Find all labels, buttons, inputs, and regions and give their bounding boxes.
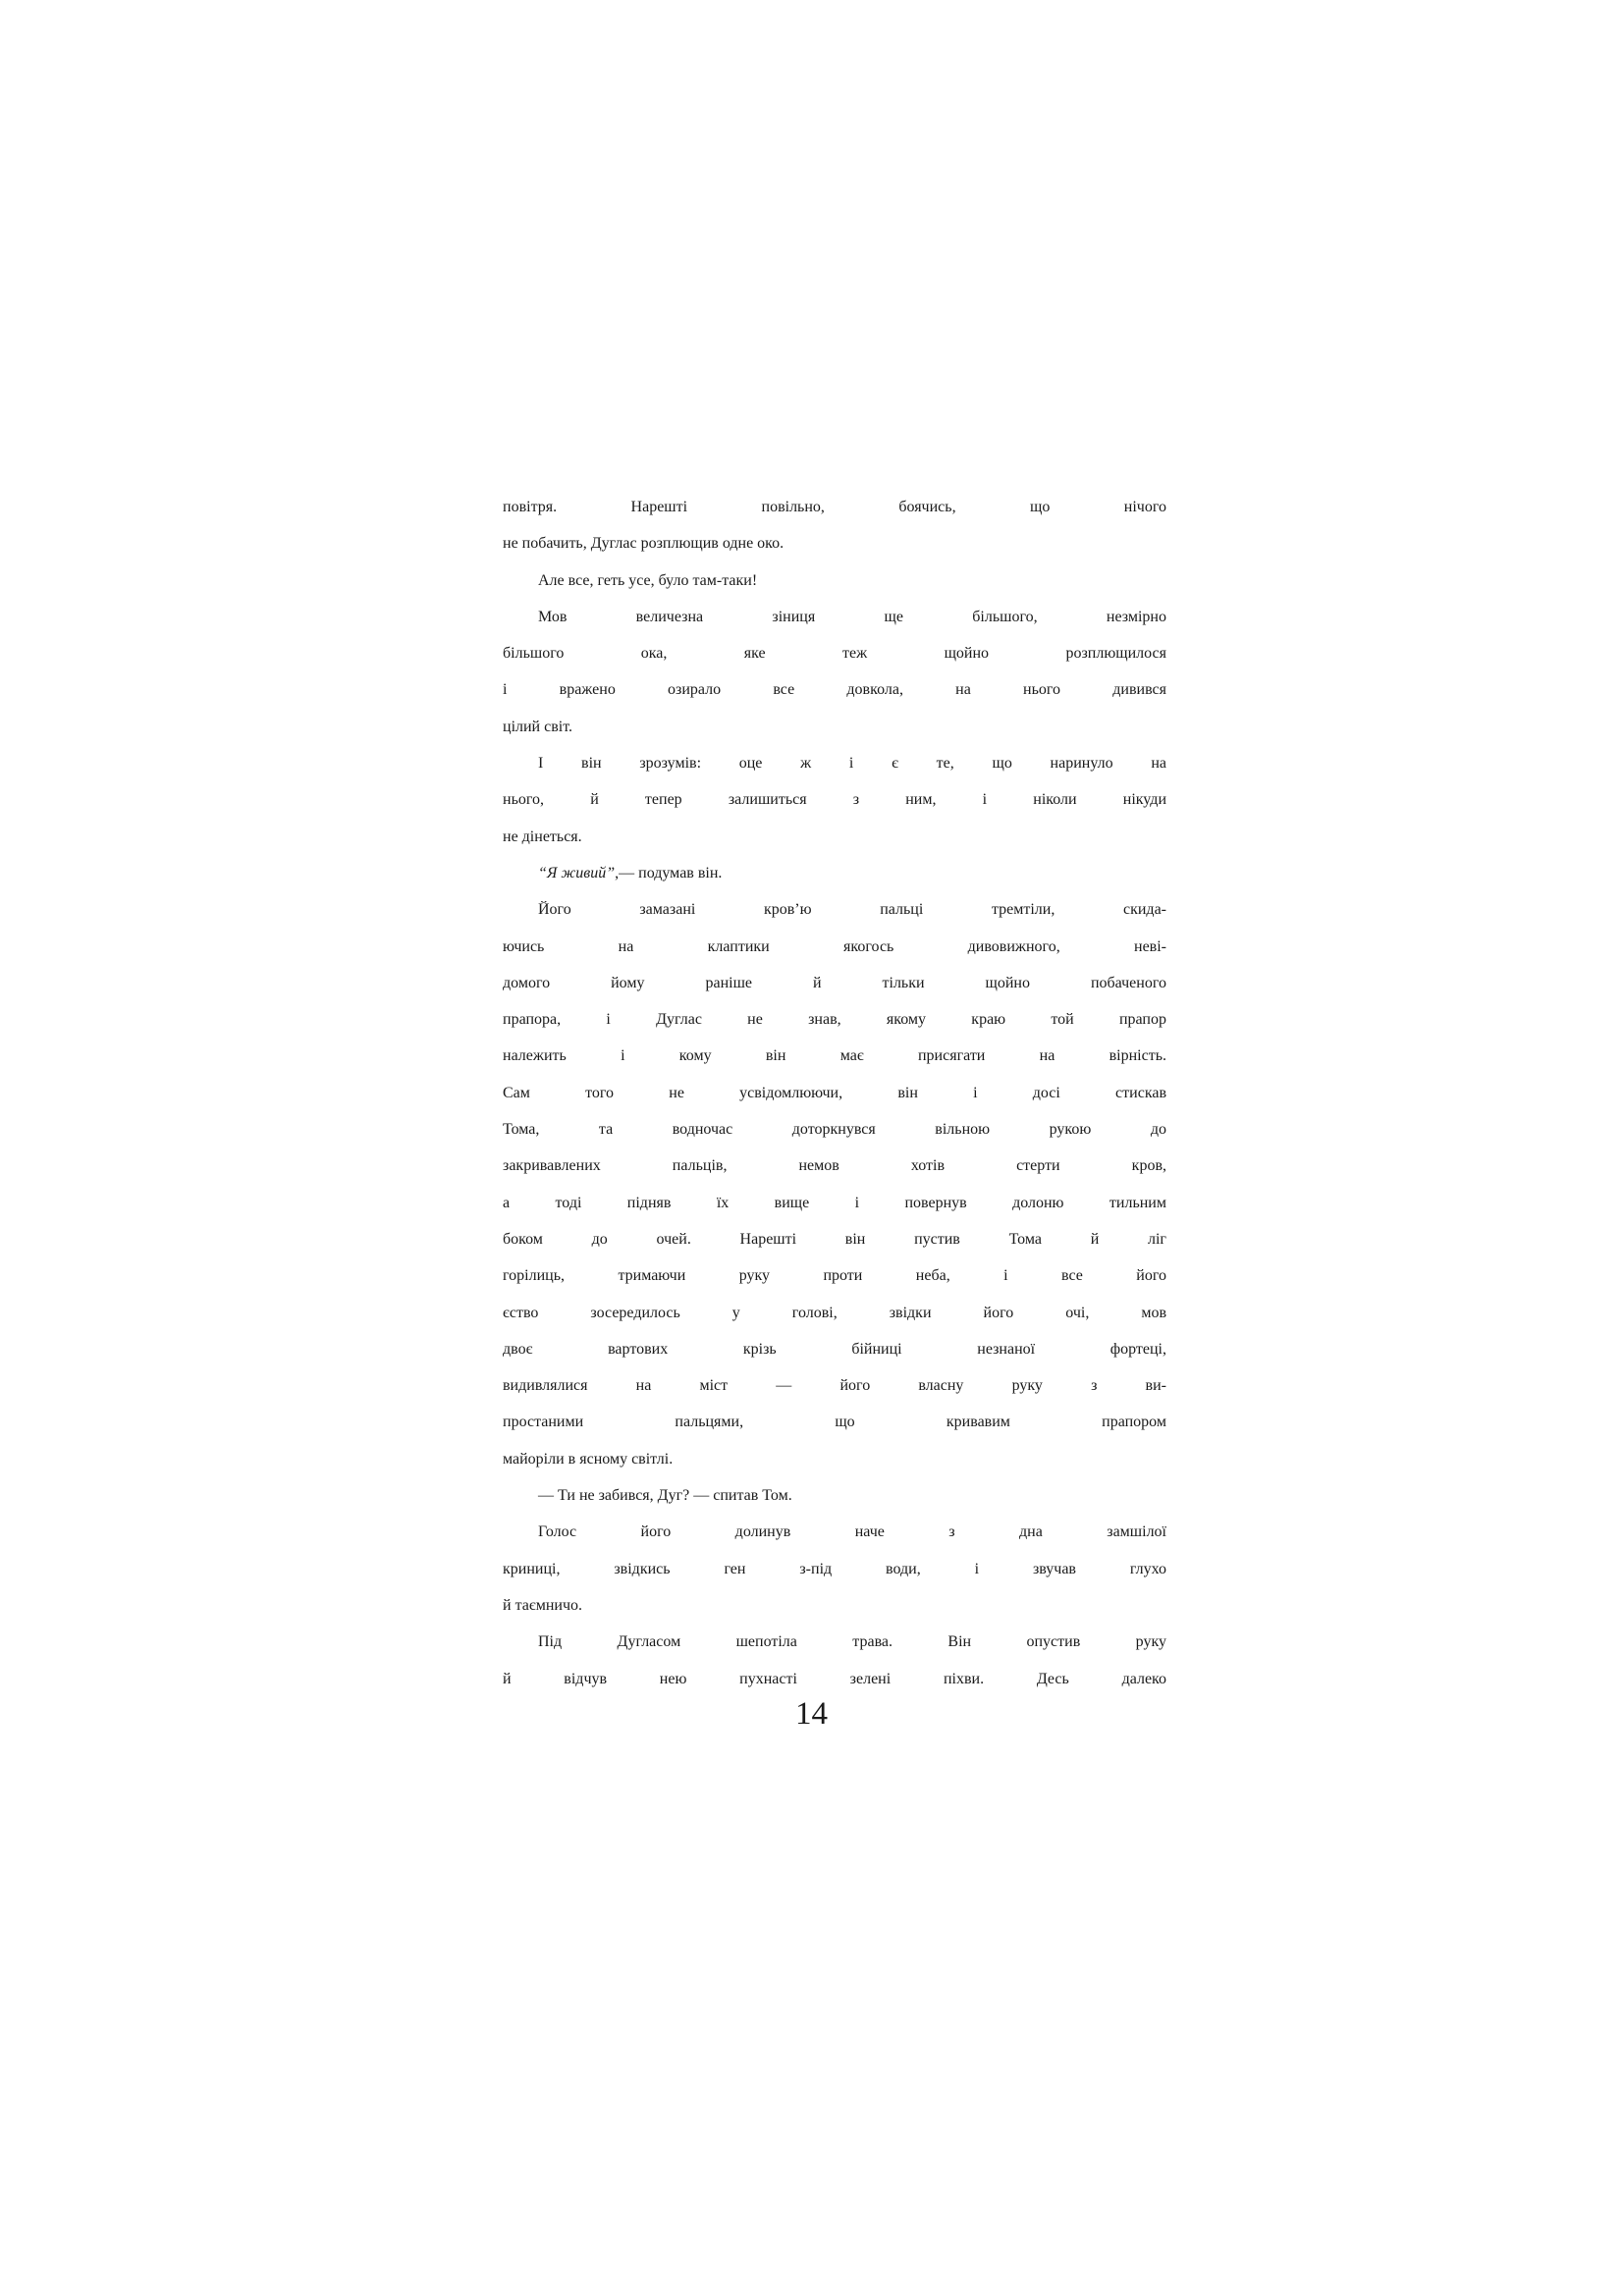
text-line: й таємничо. <box>503 1596 583 1614</box>
line-text: ,— подумав він. <box>615 864 723 881</box>
text-line: Тома, та водночас доторкнувся вільною рукою до <box>503 1121 1166 1139</box>
text-line: боком до очей. Нарешті він пустив Тома й ліг <box>503 1230 1166 1248</box>
text-line: простаними пальцями, що кривавим прапором <box>503 1414 1166 1431</box>
text-line: Але все, геть усе, було там-таки! <box>538 571 758 589</box>
text-line: Сам того не усвідомлюючи, він і досі стискав <box>503 1084 1166 1101</box>
text-line: нього, й тепер залишиться з ним, і ніколи нікуди <box>503 791 1166 809</box>
text-line: майоріли в ясному світлі. <box>503 1450 674 1468</box>
text-line: Його замазані кров’ю пальці тремтіли, скида- <box>538 901 1166 919</box>
text-line: повітря. Нарешті повільно, боячись, що нічого <box>503 499 1166 515</box>
text-line: І він зрозумів: оце ж і є те, що наринуло на <box>538 755 1166 773</box>
text-line: домого йому раніше й тільки щойно побаченого <box>503 974 1166 991</box>
body-text <box>503 499 1166 1707</box>
text-line: — Ти не забився, Дуг? — спитав Том. <box>538 1487 792 1505</box>
text-line: й відчув нею пухнасті зелені піхви. Десь далеко <box>503 1670 1166 1687</box>
page-number: 14 <box>795 1696 828 1732</box>
text-line: не дінеться. <box>503 828 582 845</box>
text-line: єство зосередилось у голові, звідки його очі, мов <box>503 1304 1166 1321</box>
text-line: Під Дугласом шепотіла трава. Він опустив руку <box>538 1633 1166 1651</box>
text-line: криниці, звідкись ген з-під води, і звучав глухо <box>503 1560 1166 1577</box>
text-line: належить і кому він має присягати на вірність. <box>503 1047 1166 1065</box>
text-line: горілиць, тримаючи руку проти неба, і все його <box>503 1267 1166 1285</box>
text-line: видивлялися на міст — його власну руку з ви- <box>503 1377 1166 1395</box>
text-line: прапора, і Дуглас не знав, якому краю той прапор <box>503 1011 1166 1029</box>
text-line: двоє вартових крізь бійниці незнаної фортеці, <box>503 1340 1166 1358</box>
text-line: і вражено озирало все довкола, на нього дивився <box>503 681 1166 699</box>
text-line: цілий світ. <box>503 718 573 735</box>
text-line: ючись на клаптики якогось дивовижного, неві- <box>503 937 1166 955</box>
text-line: а тоді підняв їх вище і повернув долоню тильним <box>503 1194 1166 1211</box>
text-line: не побачить, Дуглас розплющив одне око. <box>503 535 784 553</box>
text-line: закривавлених пальців, немов хотів стерти кров, <box>503 1157 1166 1175</box>
text-line: Голос його долинув наче з дна замшілої <box>538 1523 1166 1541</box>
text-line: Мов величезна зіниця ще більшого, незмірно <box>538 608 1166 625</box>
italic-quote: “Я живий” <box>538 864 616 881</box>
text-line: більшого ока, яке теж щойно розплющилося <box>503 645 1166 663</box>
text-line <box>503 865 1166 901</box>
